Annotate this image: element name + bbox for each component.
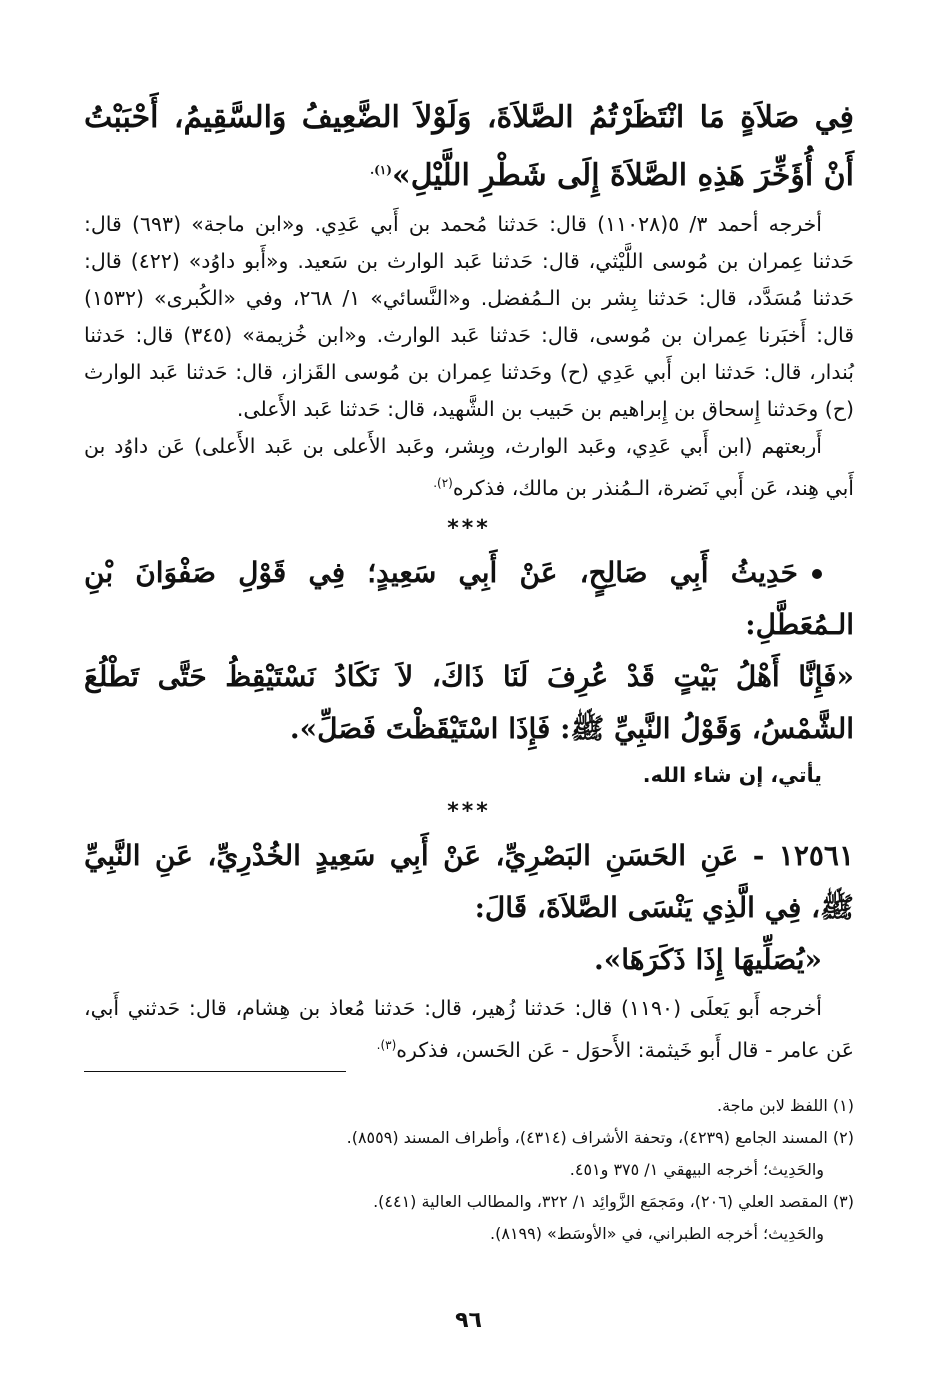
takhrij-text: أخرجه أَبو يَعلَى (١١٩٠) قال: حَدثنا زُهير، قال: حَدثنا مُعاذ بن هِشام، قال: حَدثني أَبي، عَن عامر - قال أَبو خَيثمة: الأَحوَل - عَن الحَسن، فذكره xyxy=(84,995,854,1062)
section-separator: *** xyxy=(447,515,491,541)
footnote-ref: (٢). xyxy=(433,476,453,490)
footnote-ref: (٣). xyxy=(376,1037,397,1052)
page-number: ٩٦ xyxy=(455,1308,482,1333)
footnote-3-continuation: والحَدِيث؛ أخرجه الطبراني، في «الأوسَط» (٨١٩٩). xyxy=(490,1224,824,1243)
footnote-3: (٣) المقصد العلي (٢٠٦)، ومَجمَع الزَّوائِد ١/ ٣٢٢، والمطالب العالية (٤٤١). xyxy=(373,1192,854,1211)
takhrij-paragraph xyxy=(84,990,854,1069)
bullet-icon xyxy=(812,569,822,579)
hadith-heading xyxy=(84,547,854,651)
takhrij-paragraph: أخرجه أحمد ٣/ ٥(١١٠٢٨) قال: حَدثنا مُحمد بن أَبي عَدِي. و«ابن ماجة» (٦٩٣) قال: حَدثنا عِمران بن مُوسى اللَّيْثي، قال: حَدثنا عَبد الوارث بن سَعيد. و«أَبو داوُد» (٤٢٢) قال: حَدثنا مُسَدَّد، قال: حَدثنا بِشر بن الـمُفضل. و«النَّسائي» ١/ ٢٦٨، وفي «الكُبرى» (١٥٣٢) قال: أَخبَرنا عِمران بن مُوسى، قال: حَدثنا عَبد الوارث. و«ابن خُزيمة» (٣٤٥) قال: حَدثنا بُندار، قال: حَدثنا ابن أَبي عَدِي (ح) وحَدثنا عِمران بن مُوسى القَزاز، قال: حَدثنا عَبد الوارث (ح) وحَدثنا إِسحاق بن إِبراهيم بن حَبيب بن الشَّهيد، قال: حَدثنا عَبد الأَعلى. xyxy=(84,212,854,421)
footnotes xyxy=(84,1090,854,1250)
section-separator: *** xyxy=(447,798,491,824)
hadith-heading-text: حَدِيثُ أَبِي صَالِحٍ، عَنْ أَبِي سَعِيدٍ؛ فِي قَوْلِ صَفْوَانَ بْنِ الـمُعَطَّلِ: xyxy=(84,555,854,641)
footnote-1: (١) اللفظ لابن ماجة. xyxy=(717,1096,854,1115)
footnote-2-continuation: والحَدِيث؛ أخرجه البيهقي ١/ ٣٧٥ و٤٥١. xyxy=(569,1160,824,1179)
hadith-quote: «فَإِنَّا أَهْلُ بَيْتٍ قَدْ عُرِفَ لَنَا ذَاكَ، لاَ نَكَادُ نَسْتَيْقِظُ حَتَّى تَطْلُعَ الشَّمْسُ، وَقَوْلُ النَّبِيِّ ﷺ: فَإِذَا اسْتَيْقَظْتَ فَصَلِّ». xyxy=(84,659,854,745)
takhrij-summary xyxy=(84,428,854,507)
hadith-number: ١٢٥٦١ - xyxy=(752,838,854,872)
hadith-entry-text: عَنِ الحَسَنِ البَصْرِيِّ، عَنْ أَبِي سَعِيدٍ الخُدْرِيِّ، عَنِ النَّبِيِّ ﷺ، فِي الَّذِي يَنْسَى الصَّلاَةَ، قَالَ: xyxy=(84,838,854,924)
hadith-entry xyxy=(84,830,854,934)
cross-reference-note: يأتي، إن شاء الله. xyxy=(642,762,822,787)
takhrij-summary-text: أَربعتهم (ابن أَبي عَدِي، وعَبد الوارث، وبِشر، وعَبد الأَعلى بن عَبد الأَعلى) عَن داوُد بن أَبي هِند، عَن أَبي نَضرة، الـمُنذر بن مالك، فذكره xyxy=(84,434,854,500)
hadith-text: فِي صَلاَةٍ مَا انْتَظَرْتُمُ الصَّلاَةَ، وَلَوْلاَ الضَّعِيفُ وَالسَّقِيمُ، أَحْبَبْتُ أَنْ أُؤَخِّرَ هَذِهِ الصَّلاَةَ إِلَى شَطْرِ اللَّيْلِ» xyxy=(84,100,854,193)
footnote-divider xyxy=(84,1071,346,1072)
hadith-text-continuation xyxy=(84,92,854,202)
hadith-quote: «يُصَلِّيهَا إِذَا ذَكَرَهَا». xyxy=(593,942,822,976)
footnote-ref: (١). xyxy=(369,163,392,177)
page-body xyxy=(84,92,854,1069)
footnote-2: (٢) المسند الجامع (٤٢٣٩)، وتحفة الأشراف (٤٣١٤)، وأطراف المسند (٨٥٥٩). xyxy=(346,1128,854,1147)
